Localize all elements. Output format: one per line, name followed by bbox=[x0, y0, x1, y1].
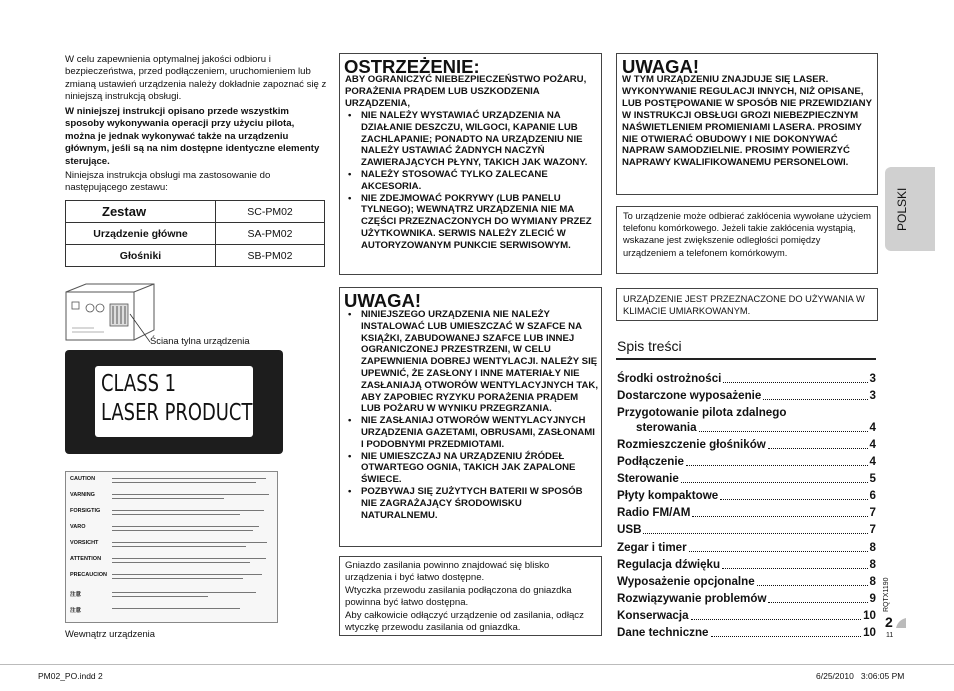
table-cell-label: Urządzenie główne bbox=[66, 223, 216, 245]
warning-row-lines bbox=[112, 608, 272, 612]
toc-item-page: 8 bbox=[869, 575, 876, 588]
warning-row-head: VARNING bbox=[70, 492, 95, 498]
table-row bbox=[66, 245, 325, 267]
toc-divider bbox=[616, 358, 876, 360]
toc-leader bbox=[691, 619, 862, 620]
warning-bullet: • NIE NALEŻY WYSTAWIAĆ URZĄDZENIA NA DZIAŁANIE DESZCZU, WILGOCI, KAPANIE LUB ZACHLAPANIE; PONADTO NA URZĄDZENIU NIE NALEŻY USTAWIAĆ ŻADNYCH NACZYŃ ZAWIERAJĄCYCH PŁYNY, TAKICH JAK WAZONY. bbox=[345, 110, 599, 169]
toc-item-label: Zegar i timer bbox=[617, 541, 687, 554]
toc-item[interactable] bbox=[636, 421, 876, 435]
warning-row-lines bbox=[112, 526, 272, 533]
climate-box bbox=[616, 288, 878, 321]
warning-intro: ABY OGRANICZYĆ NIEBEZPIECZEŃSTWO POŻARU, PORAŻENIA PRĄDEM LUB USZKODZENIA URZĄDZENIA, bbox=[345, 74, 587, 109]
warning-row-head: PRECAUCION bbox=[70, 572, 107, 578]
class1-line1: CLASS 1 bbox=[101, 371, 177, 397]
warning-row-head: FORSIGTIG bbox=[70, 508, 101, 514]
toc-item[interactable] bbox=[617, 575, 876, 589]
toc-item[interactable] bbox=[617, 438, 876, 452]
toc-item[interactable] bbox=[617, 406, 876, 420]
laser-warning-label bbox=[65, 471, 278, 623]
warning-row-lines bbox=[112, 494, 272, 501]
toc-item[interactable] bbox=[617, 609, 876, 623]
toc-item-label: Dostarczone wyposażenie bbox=[617, 389, 762, 402]
rear-panel-caption: Ściana tylna urządzenia bbox=[150, 335, 250, 346]
toc-item-page: 7 bbox=[869, 523, 876, 536]
power-socket-text: Gniazdo zasilania powinno znajdować się blisko urządzenia i być łatwo dostępne. bbox=[345, 560, 550, 584]
warning-row-lines bbox=[112, 558, 272, 565]
inside-caption: Wewnątrz urządzenia bbox=[65, 628, 155, 639]
toc-item-label: Wyposażenie opcjonalne bbox=[617, 575, 755, 588]
warning-row bbox=[70, 606, 274, 620]
toc-leader bbox=[681, 482, 868, 483]
page-corner-icon bbox=[896, 618, 906, 628]
language-tab bbox=[885, 167, 935, 251]
toc-item-page: 5 bbox=[869, 472, 876, 485]
warning-row-lines bbox=[112, 510, 272, 517]
toc-item-label: Regulacja dźwięku bbox=[617, 558, 721, 571]
warning-row bbox=[70, 572, 274, 586]
toc-item-page: 8 bbox=[869, 558, 876, 571]
warning-row bbox=[70, 476, 274, 490]
caution-bullet: • NIE ZASŁANIAJ OTWORÓW WENTYLACYJNYCH URZĄDZENIA GAZETAMI, OBRUSAMI, ZASŁONAMI I PODOBNYMI PRZEDMIOTAMI. bbox=[345, 415, 599, 450]
warning-row-lines bbox=[112, 592, 272, 599]
table-row bbox=[66, 201, 325, 223]
warning-row bbox=[70, 524, 274, 538]
toc-item[interactable] bbox=[617, 558, 876, 572]
climate-text: URZĄDZENIE JEST PRZEZNACZONE DO UŻYWANIA W KLIMACIE UMIARKOWANYM. bbox=[623, 294, 865, 317]
toc-item-label: Środki ostrożności bbox=[617, 372, 722, 385]
warning-row-head: CAUTION bbox=[70, 476, 96, 482]
warning-row-lines bbox=[112, 574, 272, 581]
toc-item-label: Dane techniczne bbox=[617, 626, 709, 639]
toc-item[interactable] bbox=[617, 506, 876, 520]
toc-item-label: USB bbox=[617, 523, 642, 536]
footer-file: PM02_PO.indd 2 bbox=[38, 671, 103, 681]
page-number: 2 bbox=[885, 614, 893, 630]
caution-bullet: • NINIEJSZEGO URZĄDZENIA NIE NALEŻY INSTALOWAĆ LUB UMIESZCZAĆ W SZAFCE NA KSIĄŻKI, ZABUDOWANEJ SZAFCE LUB INNEJ OGRANICZONEJ PRZESTRZENI, W CELU ZAPEWNIENIA DOBREJ WENTYLACJI. NALEŻY SIĘ UPEWNIĆ, ŻE ZASŁONY I INNE MATERIAŁY NIE ZASŁANIAJĄ OTWORÓW WENTYLACYJNYCH TAK, ABY ZAPOBIEC RYZYKU PORAŻENIA PRĄDEM LUB POŻARU W WYNIKU PRZEGRZANIA. bbox=[345, 309, 599, 415]
toc-item-page: 3 bbox=[869, 389, 876, 402]
toc-item-page: 10 bbox=[863, 609, 876, 622]
toc-leader bbox=[720, 499, 867, 500]
remote-note-paragraph: W niniejszej instrukcji opisano przede wszystkim sposoby wykonywania operacji przy użyciu pilota, można je jednak wykonywać także na urządzeniu głównym, jeśli są na nim dostępne identyczne elementy sterujące. bbox=[65, 106, 320, 167]
warning-row-lines bbox=[112, 478, 272, 485]
toc-item-label: Rozmieszczenie głośników bbox=[617, 438, 766, 451]
toc-item-page: 10 bbox=[863, 626, 876, 639]
system-note-paragraph: Niniejsza instrukcja obsługi ma zastosowanie do następującego zestawu: bbox=[65, 170, 271, 194]
warning-row-head: VARO bbox=[70, 524, 86, 530]
toc-item[interactable] bbox=[617, 372, 876, 386]
warning-bullet: • NIE ZDEJMOWAĆ POKRYWY (LUB PANELU TYLNEGO); WEWNĄTRZ URZĄDZENIA NIE MA CZĘŚCI PRZEZNACZONYCH DO WYMIANY PRZEZ UŻYTKOWNIKA. SERWIS NALEŻY ZLECIĆ W AUTORYZOWANYM PUNKCIE SERWISOWYM. bbox=[345, 193, 599, 252]
laser-caution-title: UWAGA! bbox=[622, 56, 700, 77]
laser-caution-text: W TYM URZĄDZENIU ZNAJDUJE SIĘ LASER. WYKONYWANIE REGULACJI INNYCH, NIŻ OPISANE, LUB POSTĘPOWANIE W SPOSÓB NIE PRZEWIDZIANY W INSTRUKCJI OBSŁUGI GROZI NIEBEZPIECZNYM NAŚWIETLENIEM PROMIENIAMI LASERA. PROSIMY NIE OTWIERAĆ OBUDOWY I NIE DOKONYWAĆ NAPRAW SAMODZIELNIE. PROSIMY POWIERZYĆ NAPRAWY KWALIFIKOWANEMU PERSONELOWI. bbox=[622, 74, 872, 169]
toc-leader bbox=[692, 516, 867, 517]
table-cell-value: SA-PM02 bbox=[216, 223, 325, 245]
mobile-phone-box bbox=[616, 206, 878, 274]
intro-paragraph: W celu zapewnienia optymalnej jakości odbioru i bezpieczeństwa, przed podłączeniem, uruchomieniem lub zmianą ustawień urządzenia należy dokładnie zapoznać się z niniejszą instrukcją obsługi. bbox=[65, 54, 327, 103]
caution-bullet-list bbox=[345, 309, 599, 521]
toc-item-label: Płyty kompaktowe bbox=[617, 489, 719, 502]
toc-item-page: 4 bbox=[869, 421, 876, 434]
warning-row bbox=[70, 556, 274, 570]
warning-row-head: VORSICHT bbox=[70, 540, 99, 546]
warning-row bbox=[70, 492, 274, 506]
table-cell-value: SC-PM02 bbox=[216, 201, 325, 223]
toc-item-label: sterowania bbox=[636, 421, 697, 434]
warning-bullet-list bbox=[345, 110, 599, 252]
warning-row-head: ATTENTION bbox=[70, 556, 102, 562]
language-tab-label: POLSKI bbox=[895, 187, 909, 231]
toc-leader bbox=[722, 568, 867, 569]
toc-item-page: 9 bbox=[869, 592, 876, 605]
toc-item-page: 7 bbox=[869, 506, 876, 519]
toc-item-label: Konserwacja bbox=[617, 609, 689, 622]
toc-leader bbox=[763, 399, 867, 400]
toc-item-page: 8 bbox=[869, 541, 876, 554]
toc-item-label: Przygotowanie pilota zdalnego bbox=[617, 406, 787, 419]
toc-item-page: 6 bbox=[869, 489, 876, 502]
toc-item[interactable] bbox=[617, 455, 876, 469]
toc-leader bbox=[686, 465, 868, 466]
warning-row bbox=[70, 508, 274, 522]
toc-item[interactable] bbox=[617, 626, 876, 640]
toc-item[interactable] bbox=[617, 592, 876, 606]
toc-title: Spis treści bbox=[617, 338, 682, 354]
warning-bullet: • NALEŻY STOSOWAĆ TYLKO ZALECANE AKCESORIA. bbox=[345, 169, 599, 193]
toc-item[interactable] bbox=[617, 523, 876, 537]
toc-leader bbox=[711, 636, 862, 637]
laser-caution-box bbox=[616, 53, 878, 195]
warning-row-head: 注意 bbox=[70, 608, 82, 614]
system-table bbox=[65, 200, 325, 267]
toc-leader bbox=[643, 533, 867, 534]
toc-item-label: Podłączenie bbox=[617, 455, 685, 468]
caution-title: UWAGA! bbox=[344, 290, 422, 311]
toc-item-label: Sterowanie bbox=[617, 472, 679, 485]
document-code: RQTX1190 bbox=[883, 577, 890, 612]
toc-item-page: 3 bbox=[869, 372, 876, 385]
warning-box bbox=[339, 53, 602, 275]
table-cell-label: Głośniki bbox=[66, 245, 216, 267]
power-socket-text: Wtyczka przewodu zasilania podłączona do gniazdka powinna być łatwo dostępna. bbox=[345, 584, 572, 609]
class1-laser-label-inner bbox=[95, 366, 253, 437]
warning-row bbox=[70, 590, 274, 604]
toc-leader bbox=[768, 602, 867, 603]
mobile-phone-text: To urządzenie może odbierać zakłócenia wywołane użyciem telefonu komórkowego. Jeżeli takie zakłócenia wystąpią, wskazane jest zwiększenie odległości pomiędzy urządzeniem a telefonem komórkowym. bbox=[623, 211, 872, 258]
footer-timestamp: 6/25/2010 3:06:05 PM bbox=[816, 671, 905, 681]
caution-bullet: • NIE UMIESZCZAJ NA URZĄDZENIU ŹRÓDEŁ OTWARTEGO OGNIA, TAKICH JAK ZAPALONE ŚWIECE. bbox=[345, 451, 599, 486]
toc-leader bbox=[768, 448, 868, 449]
footer-divider bbox=[0, 664, 954, 665]
warning-row-lines bbox=[112, 542, 272, 549]
table-cell-value: SB-PM02 bbox=[216, 245, 325, 267]
table-row bbox=[66, 223, 325, 245]
toc-item-page: 4 bbox=[869, 438, 876, 451]
toc-leader bbox=[689, 551, 868, 552]
toc-item-page: 4 bbox=[869, 455, 876, 468]
page-sub-number: 11 bbox=[886, 632, 894, 639]
caution-box bbox=[339, 287, 602, 547]
toc-item[interactable] bbox=[617, 389, 876, 403]
toc-item[interactable] bbox=[617, 541, 876, 555]
warning-title: OSTRZEŻENIE: bbox=[344, 56, 480, 77]
warning-row-head: 注意 bbox=[70, 592, 82, 598]
toc-item[interactable] bbox=[617, 489, 876, 503]
class1-line2: LASER PRODUCT bbox=[101, 400, 253, 426]
toc-item-label: Radio FM/AM bbox=[617, 506, 691, 519]
warning-row bbox=[70, 540, 274, 554]
table-cell-label: Zestaw bbox=[66, 201, 216, 223]
toc-item-label: Rozwiązywanie problemów bbox=[617, 592, 767, 605]
toc-leader bbox=[757, 585, 868, 586]
class1-laser-label bbox=[65, 350, 283, 454]
caution-bullet: • POZBYWAJ SIĘ ZUŻYTYCH BATERII W SPOSÓB NIE ZAGRAŻAJĄCY ŚRODOWISKU NATURALNEMU. bbox=[345, 486, 599, 521]
class1-laser-text bbox=[101, 370, 252, 428]
toc-item[interactable] bbox=[617, 472, 876, 486]
power-socket-box bbox=[339, 556, 602, 636]
power-socket-text: Aby całkowicie odłączyć urządzenie od zasilania, odłącz wtyczkę przewodu zasilania od gniazdka. bbox=[345, 609, 584, 634]
toc-leader bbox=[723, 382, 867, 383]
toc-leader bbox=[699, 431, 868, 432]
